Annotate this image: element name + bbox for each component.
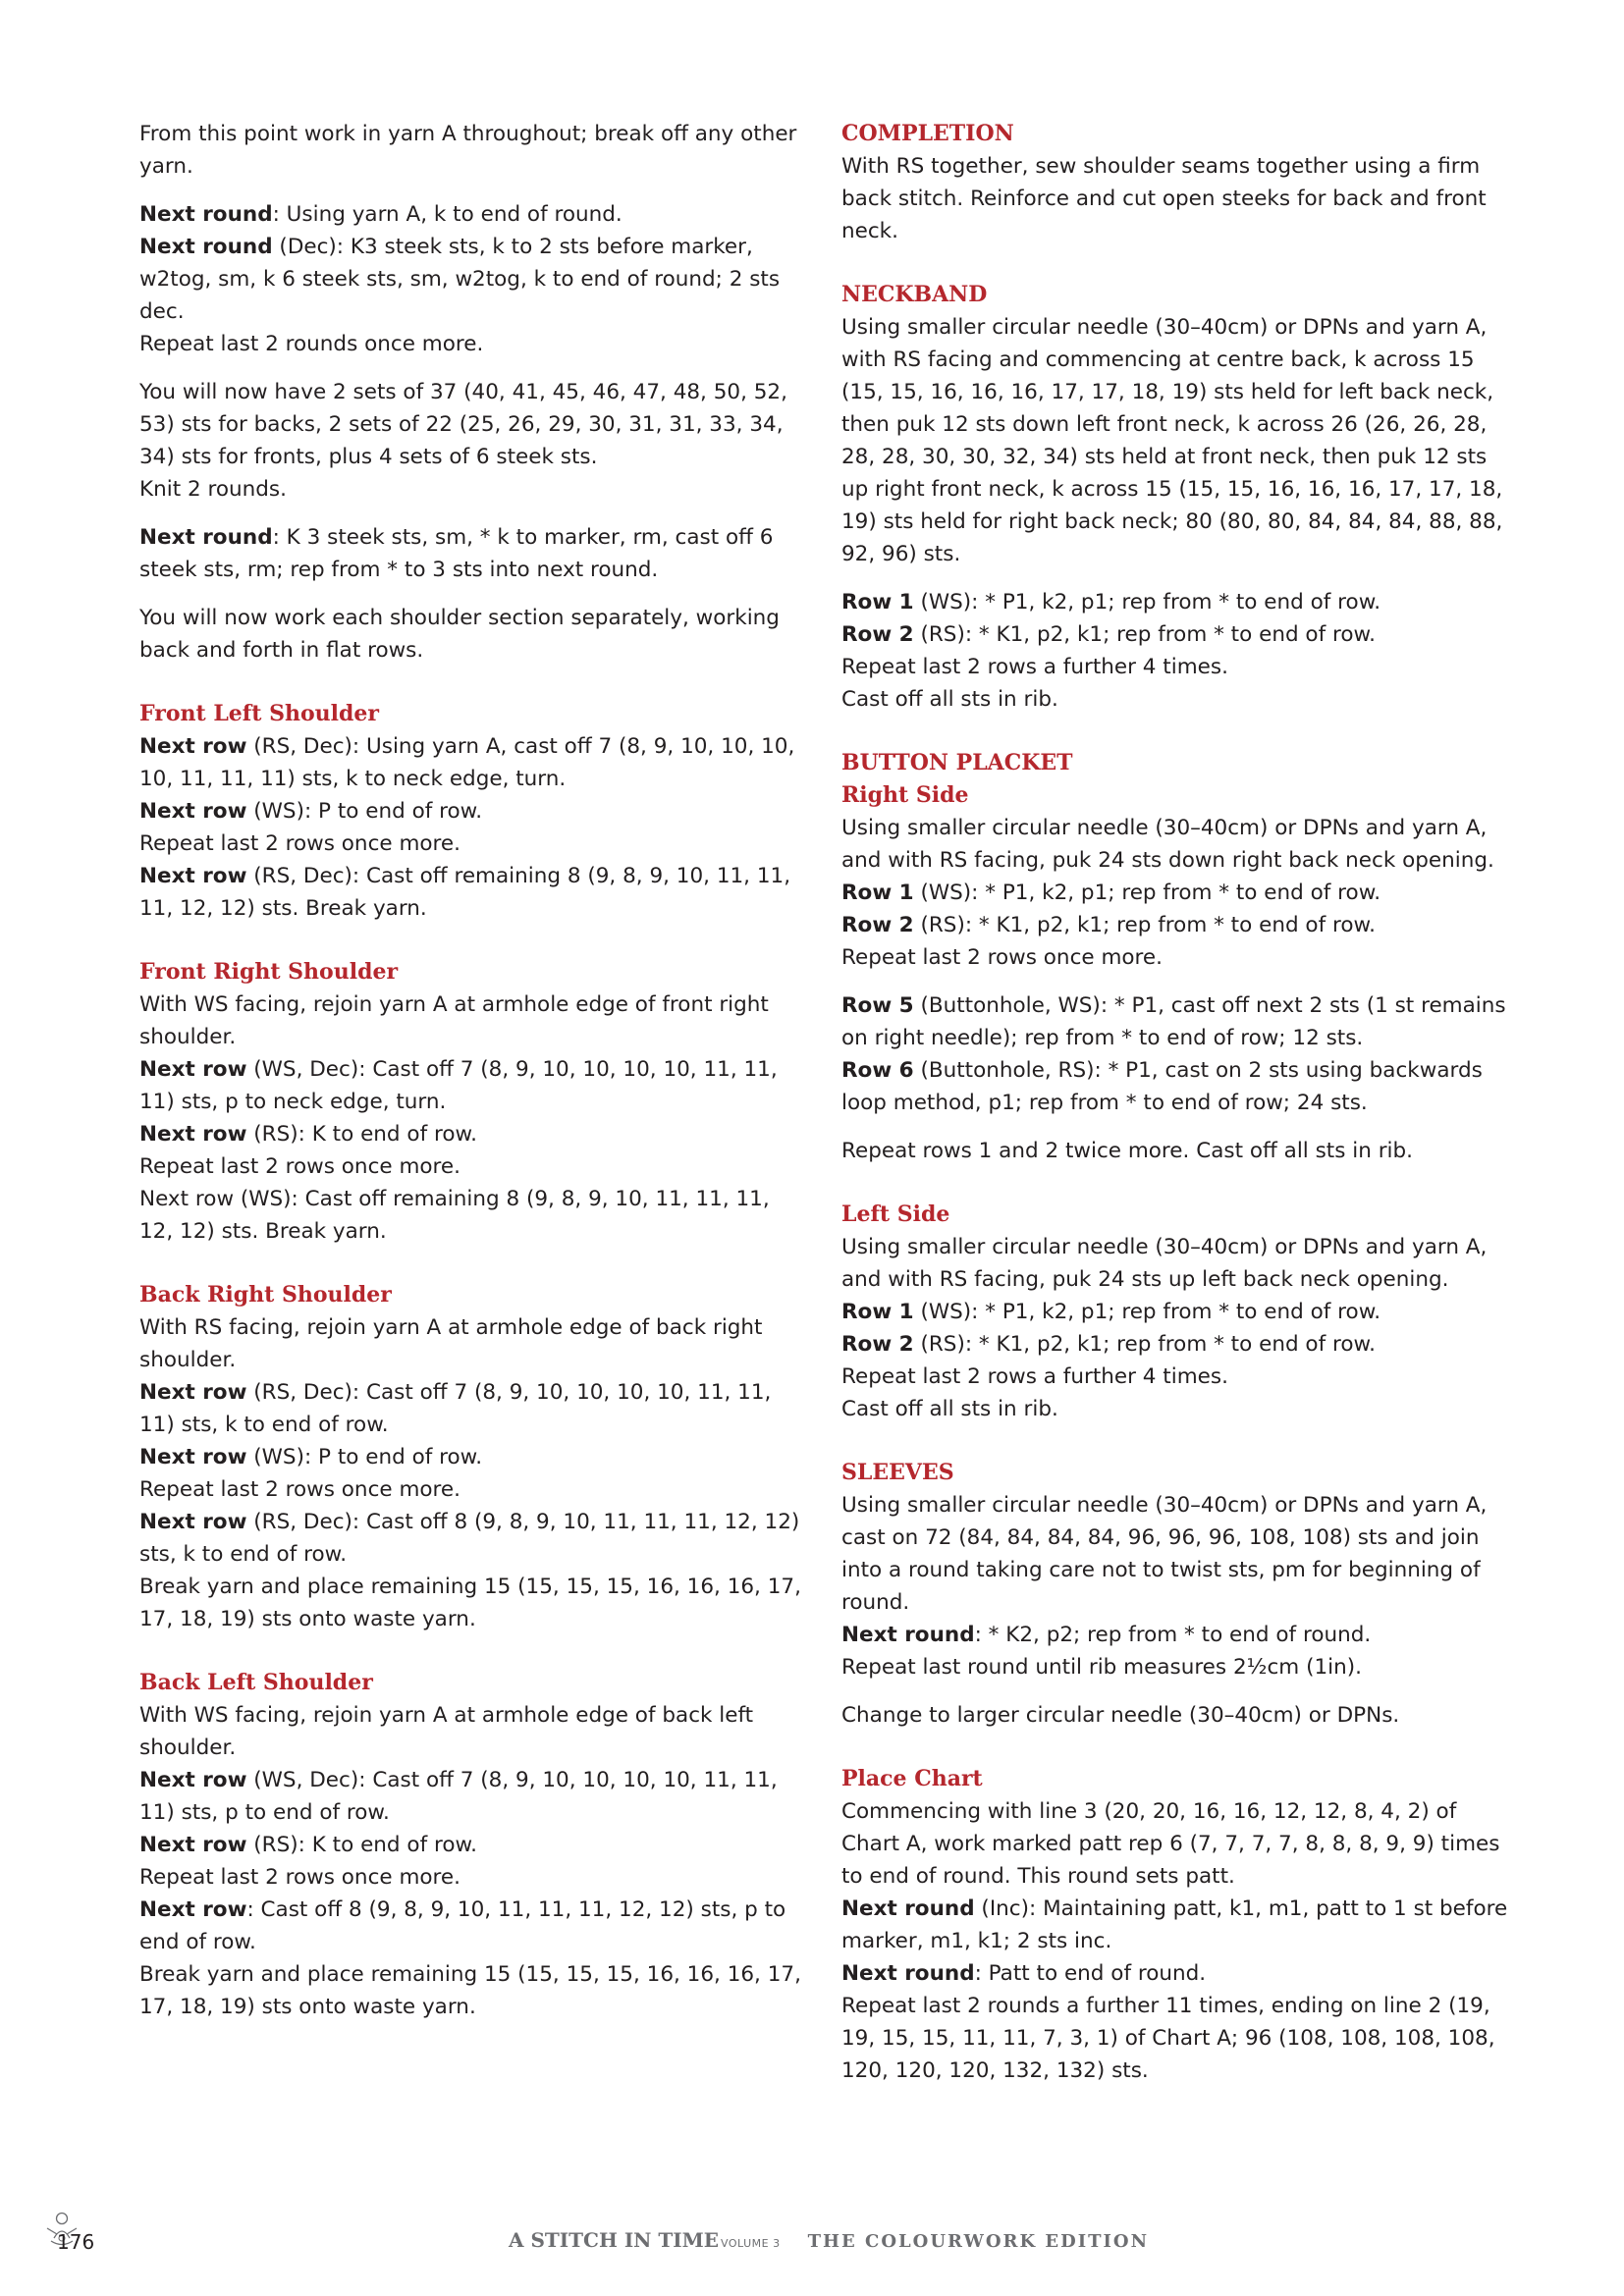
instruction-paragraph	[841, 1957, 1509, 1990]
instruction-text: (RS): K to end of row.	[246, 1122, 477, 1147]
instruction-text: : Patt to end of round.	[974, 1961, 1207, 1986]
instruction-paragraph	[139, 1118, 807, 1150]
instruction-text: Cast off all sts in rib.	[841, 1397, 1058, 1421]
section-heading: COMPLETION	[841, 121, 1014, 146]
running-title	[509, 2228, 1149, 2252]
instruction-paragraph	[139, 1764, 807, 1829]
instruction-paragraph	[139, 231, 807, 328]
instruction-paragraph	[841, 1619, 1509, 1651]
instruction-text: From this point work in yarn A throughout; break off any other yarn.	[139, 122, 797, 179]
instruction-paragraph	[139, 521, 807, 586]
instruction-text: Using smaller circular needle (30–40cm) or DPNs and yarn A, and with RS facing, puk 24 sts down right back neck opening.	[841, 816, 1494, 873]
instruction-paragraph	[841, 651, 1509, 683]
instruction-paragraph	[841, 1296, 1509, 1328]
instruction-text: : Cast off 8 (9, 8, 9, 10, 11, 11, 11, 12, 12) sts, p to end of row.	[139, 1897, 786, 1954]
instruction-text: Repeat rows 1 and 2 twice more. Cast off all sts in rib.	[841, 1139, 1414, 1163]
subsection-heading: Right Side	[841, 782, 969, 808]
instruction-text: (WS, Dec): Cast off 7 (8, 9, 10, 10, 10, 10, 11, 11, 11) sts, p to end of row.	[139, 1768, 778, 1825]
section-heading: Back Right Shoulder	[139, 1282, 392, 1308]
instruction-paragraph	[139, 795, 807, 828]
instruction-paragraph	[841, 812, 1509, 877]
instruction-text: Using smaller circular needle (30–40cm) or DPNs and yarn A, cast on 72 (84, 84, 84, 84, 96, 96, 96, 108, 108) sts and join into a round taking care not to twist sts, pm for beginning of round.	[841, 1493, 1488, 1615]
instruction-text: : Using yarn A, k to end of round.	[272, 202, 623, 227]
instruction-paragraph	[139, 1958, 807, 2023]
instruction-paragraph	[139, 328, 807, 360]
instruction-paragraph	[139, 1183, 807, 1248]
instruction-paragraph	[139, 1829, 807, 1861]
instruction-lead: Next row	[139, 1510, 247, 1534]
instruction-lead: Row 5	[841, 993, 914, 1018]
instruction-text: With RS together, sew shoulder seams together using a firm back stitch. Reinforce and cut open steeks for back and front neck.	[841, 154, 1487, 243]
instruction-text: Repeat last 2 rows once more.	[139, 1477, 460, 1502]
instruction-paragraph	[841, 909, 1509, 941]
instruction-text: With RS facing, rejoin yarn A at armhole edge of back right shoulder.	[139, 1315, 763, 1372]
instruction-paragraph	[139, 1473, 807, 1506]
instruction-paragraph	[841, 1328, 1509, 1361]
instruction-text: : * K2, p2; rep from * to end of round.	[974, 1623, 1372, 1647]
edition-label: THE COLOURWORK EDITION	[807, 2231, 1150, 2252]
instruction-lead: Next round	[841, 1896, 975, 1921]
instruction-text: Change to larger circular needle (30–40cm) or DPNs.	[841, 1703, 1400, 1728]
instruction-lead: Next row	[139, 734, 247, 759]
instruction-text: Using smaller circular needle (30–40cm) or DPNs and yarn A, and with RS facing, puk 24 sts up left back neck opening.	[841, 1235, 1488, 1292]
section-heading: NECKBAND	[841, 282, 988, 307]
instruction-paragraph	[139, 730, 807, 795]
instruction-text: Repeat last 2 rows a further 4 times.	[841, 1364, 1228, 1389]
instruction-text: (RS, Dec): Cast off 8 (9, 8, 9, 10, 11, 11, 11, 12, 12) sts, k to end of row.	[139, 1510, 800, 1567]
instruction-paragraph	[139, 1571, 807, 1635]
instruction-paragraph	[841, 989, 1509, 1054]
instruction-paragraph	[139, 473, 807, 506]
instruction-paragraph	[139, 1150, 807, 1183]
instruction-text: Repeat last 2 rows once more.	[139, 831, 460, 856]
instruction-paragraph	[841, 941, 1509, 974]
instruction-text: (Dec): K3 steek sts, k to 2 sts before marker, w2tog, sm, k 6 steek sts, sm, w2tog, k to end of round; 2 sts dec.	[139, 235, 781, 324]
instruction-text: Break yarn and place remaining 15 (15, 15, 15, 16, 16, 16, 17, 17, 18, 19) sts onto waste yarn.	[139, 1962, 801, 2019]
right-column	[841, 118, 1509, 2087]
instruction-text: (Buttonhole, WS): * P1, cast off next 2 sts (1 st remains on right needle); rep from * to end of row; 12 sts.	[841, 993, 1506, 1050]
instruction-paragraph	[139, 988, 807, 1053]
section-heading: BUTTON PLACKET	[841, 750, 1073, 775]
instruction-paragraph	[841, 1489, 1509, 1619]
instruction-paragraph	[841, 1893, 1509, 1957]
instruction-lead: Next row	[139, 1445, 247, 1469]
instruction-paragraph	[841, 311, 1509, 570]
instruction-text: Knit 2 rounds.	[139, 477, 287, 502]
instruction-paragraph	[139, 1861, 807, 1894]
instruction-lead: Next row	[139, 1122, 247, 1147]
section-heading: Front Left Shoulder	[139, 701, 379, 726]
section-heading: Front Right Shoulder	[139, 959, 399, 985]
instruction-paragraph	[841, 1699, 1509, 1732]
instruction-paragraph	[841, 618, 1509, 651]
instruction-paragraph	[139, 1053, 807, 1118]
volume-label: VOLUME 3	[721, 2237, 781, 2250]
instruction-lead: Next row	[139, 1057, 247, 1082]
section-heading: Left Side	[841, 1201, 950, 1227]
instruction-paragraph	[139, 376, 807, 473]
instruction-lead: Row 2	[841, 622, 914, 647]
instruction-paragraph	[139, 860, 807, 925]
instruction-paragraph	[841, 1135, 1509, 1167]
instruction-text: (WS): * P1, k2, p1; rep from * to end of row.	[913, 1300, 1381, 1324]
instruction-text: Repeat last 2 rounds a further 11 times, ending on line 2 (19, 19, 15, 15, 11, 11, 7, 3, 1) of Chart A; 96 (108, 108, 108, 108, 120, 120, 120, 132, 132) sts.	[841, 1994, 1495, 2083]
section-heading: Back Left Shoulder	[139, 1670, 373, 1695]
instruction-paragraph	[841, 1231, 1509, 1296]
instruction-lead: Row 2	[841, 1332, 914, 1357]
instruction-paragraph	[139, 602, 807, 667]
instruction-paragraph	[841, 1054, 1509, 1119]
instruction-text: With WS facing, rejoin yarn A at armhole edge of back left shoulder.	[139, 1703, 754, 1760]
instruction-text: (RS, Dec): Cast off remaining 8 (9, 8, 9, 10, 11, 11, 11, 12, 12) sts. Break yarn.	[139, 864, 791, 921]
section-heading: SLEEVES	[841, 1460, 954, 1485]
instruction-text: Using smaller circular needle (30–40cm) or DPNs and yarn A, with RS facing and commencing at centre back, k across 15 (15, 15, 16, 16, 16, 17, 17, 18, 19) sts held for left back neck, then puk 12 sts down left front neck, k across 26 (26, 26, 28, 28, 28, 30, 30, 32, 34) sts held at front neck, then puk 12 sts up right front neck, k across 15 (15, 15, 16, 16, 16, 17, 17, 18, 19) sts held for right back neck; 80 (80, 80, 84, 84, 84, 88, 88, 92, 96) sts.	[841, 315, 1503, 566]
instruction-lead: Next row	[139, 864, 247, 888]
instruction-text: You will now work each shoulder section separately, working back and forth in flat rows.	[139, 606, 780, 663]
instruction-text: (RS): K to end of row.	[246, 1833, 477, 1857]
instruction-lead: Next round	[139, 235, 273, 259]
instruction-text: (RS): * K1, p2, k1; rep from * to end of row.	[913, 622, 1376, 647]
instruction-paragraph	[841, 150, 1509, 247]
instruction-text: Repeat last 2 rows once more.	[139, 1154, 460, 1179]
book-title: A STITCH IN TIME	[509, 2228, 720, 2252]
instruction-paragraph	[139, 1506, 807, 1571]
instruction-paragraph	[841, 1990, 1509, 2087]
instruction-text: (WS): P to end of row.	[246, 1445, 483, 1469]
instruction-lead: Row 2	[841, 913, 914, 937]
left-column	[139, 118, 807, 2023]
instruction-lead: Next row	[139, 1768, 247, 1792]
instruction-paragraph	[139, 118, 807, 183]
instruction-text: Repeat last round until rib measures 2½cm (1in).	[841, 1655, 1362, 1680]
instruction-text: (RS, Dec): Cast off 7 (8, 9, 10, 10, 10, 10, 11, 11, 11) sts, k to end of row.	[139, 1380, 772, 1437]
instruction-text: (RS, Dec): Using yarn A, cast off 7 (8, 9, 10, 10, 10, 10, 11, 11, 11) sts, k to neck edge, turn.	[139, 734, 795, 791]
instruction-lead: Next row	[139, 1833, 247, 1857]
instruction-paragraph	[841, 1393, 1509, 1425]
instruction-lead: Next round	[139, 525, 273, 550]
instruction-paragraph	[139, 1894, 807, 1958]
instruction-text: (Inc): Maintaining patt, k1, m1, patt to 1 st before marker, m1, k1; 2 sts inc.	[841, 1896, 1508, 1953]
instruction-paragraph	[841, 586, 1509, 618]
instruction-lead: Next row	[139, 1897, 247, 1922]
instruction-text: Cast off all sts in rib.	[841, 687, 1058, 712]
instruction-text: (RS): * K1, p2, k1; rep from * to end of row.	[913, 1332, 1376, 1357]
instruction-text: Break yarn and place remaining 15 (15, 15, 15, 16, 16, 16, 17, 17, 18, 19) sts onto waste yarn.	[139, 1575, 801, 1631]
instruction-text: (WS): P to end of row.	[246, 799, 483, 824]
instruction-lead: Next round	[139, 202, 273, 227]
instruction-paragraph	[139, 828, 807, 860]
section-heading: Place Chart	[841, 1766, 983, 1791]
instruction-text: You will now have 2 sets of 37 (40, 41, 45, 46, 47, 48, 50, 52, 53) sts for backs, 2 sets of 22 (25, 26, 29, 30, 31, 31, 33, 34, 34) sts for fronts, plus 4 sets of 6 steek sts.	[139, 380, 787, 469]
instruction-text: Commencing with line 3 (20, 20, 16, 16, 12, 12, 8, 4, 2) of Chart A, work marked patt rep 6 (7, 7, 7, 7, 8, 8, 8, 9, 9) times to end of round. This round sets patt.	[841, 1799, 1500, 1889]
instruction-lead: Next round	[841, 1961, 975, 1986]
instruction-text: With WS facing, rejoin yarn A at armhole edge of front right shoulder.	[139, 992, 769, 1049]
page-footer	[0, 2209, 1624, 2268]
instruction-text: (RS): * K1, p2, k1; rep from * to end of row.	[913, 913, 1376, 937]
instruction-text: Repeat last 2 rounds once more.	[139, 332, 484, 356]
instruction-text: (WS): * P1, k2, p1; rep from * to end of row.	[913, 881, 1381, 905]
instruction-text: Repeat last 2 rows a further 4 times.	[841, 655, 1228, 679]
instruction-paragraph	[139, 198, 807, 231]
instruction-text: Repeat last 2 rows once more.	[139, 1865, 460, 1890]
instruction-paragraph	[841, 1795, 1509, 1893]
instruction-lead: Next round	[841, 1623, 975, 1647]
instruction-paragraph	[841, 877, 1509, 909]
instruction-lead: Row 1	[841, 590, 914, 614]
instruction-paragraph	[841, 1361, 1509, 1393]
instruction-lead: Next row	[139, 799, 247, 824]
instruction-paragraph	[139, 1441, 807, 1473]
instruction-paragraph	[139, 1699, 807, 1764]
instruction-lead: Next row	[139, 1380, 247, 1405]
instruction-text: Repeat last 2 rows once more.	[841, 945, 1163, 970]
page-number: 176	[57, 2230, 95, 2254]
instruction-text: (Buttonhole, RS): * P1, cast on 2 sts using backwards loop method, p1; rep from * to end of row; 24 sts.	[841, 1058, 1483, 1115]
instruction-text: (WS): * P1, k2, p1; rep from * to end of row.	[913, 590, 1381, 614]
instruction-lead: Row 1	[841, 1300, 914, 1324]
instruction-text: (WS, Dec): Cast off 7 (8, 9, 10, 10, 10, 10, 11, 11, 11) sts, p to neck edge, turn.	[139, 1057, 778, 1114]
instruction-paragraph	[841, 1651, 1509, 1683]
instruction-text: : K 3 steek sts, sm, * k to marker, rm, cast off 6 steek sts, rm; rep from * to 3 sts into next round.	[139, 525, 774, 582]
instruction-paragraph	[841, 683, 1509, 716]
instruction-paragraph	[139, 1376, 807, 1441]
instruction-lead: Row 1	[841, 881, 914, 905]
instruction-paragraph	[139, 1311, 807, 1376]
instruction-lead: Row 6	[841, 1058, 914, 1083]
instruction-text: Next row (WS): Cast off remaining 8 (9, 8, 9, 10, 11, 11, 11, 12, 12) sts. Break yarn.	[139, 1187, 770, 1244]
